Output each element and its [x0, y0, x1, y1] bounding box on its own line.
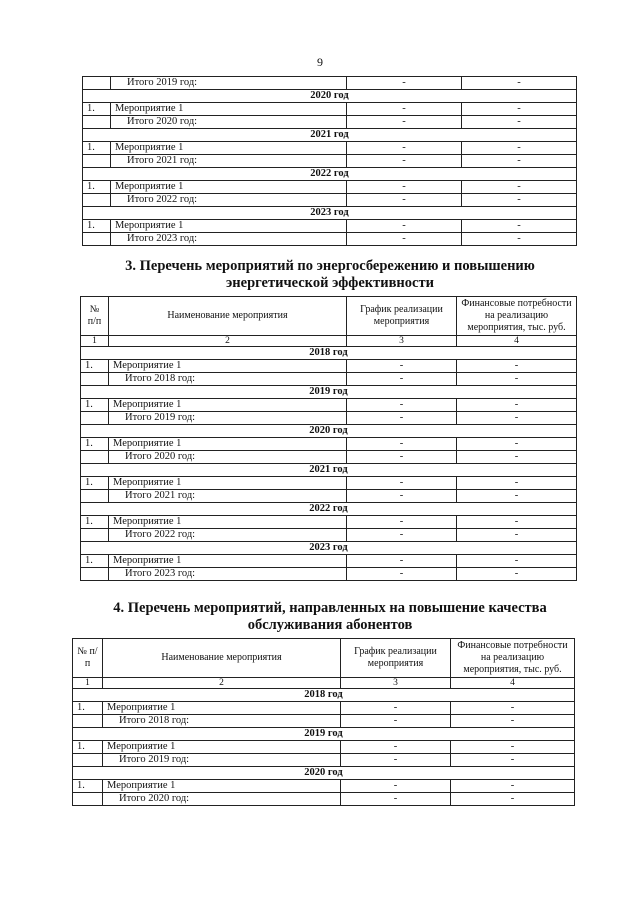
col-number: 1	[81, 336, 109, 347]
total-row	[73, 754, 575, 767]
finance-cell: -	[462, 155, 577, 168]
schedule-cell: -	[347, 360, 457, 373]
table-row	[81, 360, 577, 373]
section-4-table	[72, 638, 575, 806]
finance-cell: -	[457, 477, 577, 490]
finance-cell: -	[451, 754, 575, 767]
schedule-cell: -	[341, 741, 451, 754]
year-header: 2018 год	[73, 689, 575, 702]
year-header: 2019 год	[81, 386, 577, 399]
col-header-finance: Финансовые потребности на реализацию мероприятия, тыс. руб.	[457, 297, 577, 336]
year-group	[73, 689, 575, 728]
schedule-cell: -	[347, 181, 462, 194]
schedule-cell: -	[347, 142, 462, 155]
year-group	[81, 425, 577, 464]
schedule-cell: -	[347, 373, 457, 386]
col-number: 3	[347, 336, 457, 347]
total-row	[83, 233, 577, 246]
section-3-heading	[60, 258, 600, 292]
finance-cell: -	[462, 181, 577, 194]
table-row	[81, 555, 577, 568]
schedule-cell: -	[347, 399, 457, 412]
schedule-cell: -	[347, 194, 462, 207]
column-number-row	[73, 678, 575, 689]
total-label: Итого 2022 год:	[109, 529, 347, 542]
col-header-number: № п/п	[73, 639, 103, 678]
total-row	[83, 116, 577, 129]
schedule-cell: -	[341, 715, 451, 728]
col-header-schedule: График реализации мероприятия	[347, 297, 457, 336]
schedule-cell: -	[341, 793, 451, 806]
year-header: 2019 год	[73, 728, 575, 741]
year-group	[83, 207, 577, 246]
col-header-finance: Финансовые потребности на реализацию мероприятия, тыс. руб.	[451, 639, 575, 678]
year-group	[81, 542, 577, 581]
schedule-cell: -	[347, 77, 462, 90]
year-header: 2018 год	[81, 347, 577, 360]
schedule-cell: -	[341, 780, 451, 793]
total-label: Итого 2023 год:	[109, 568, 347, 581]
finance-cell: -	[462, 103, 577, 116]
item-name: Мероприятие 1	[111, 220, 347, 233]
row-number: 1.	[73, 741, 103, 754]
year-group	[83, 90, 577, 129]
schedule-cell: -	[347, 103, 462, 116]
table-row	[81, 516, 577, 529]
finance-cell: -	[462, 77, 577, 90]
year-group	[73, 728, 575, 767]
finance-cell: -	[451, 793, 575, 806]
total-row	[81, 529, 577, 542]
finance-cell: -	[457, 555, 577, 568]
finance-cell: -	[457, 568, 577, 581]
total-label: Итого 2019 год:	[103, 754, 341, 767]
schedule-cell: -	[347, 477, 457, 490]
col-number: 4	[457, 336, 577, 347]
col-header-number: № п/п	[81, 297, 109, 336]
row-number: 1.	[81, 438, 109, 451]
total-row	[83, 155, 577, 168]
total-row	[81, 490, 577, 503]
top-table	[82, 76, 577, 246]
finance-cell: -	[451, 702, 575, 715]
finance-cell: -	[462, 142, 577, 155]
col-header-name: Наименование мероприятия	[103, 639, 341, 678]
table-row	[73, 780, 575, 793]
row-number: 1.	[81, 360, 109, 373]
year-group	[81, 464, 577, 503]
finance-cell: -	[451, 780, 575, 793]
item-name: Мероприятие 1	[111, 181, 347, 194]
col-number: 3	[341, 678, 451, 689]
row-number: 1.	[83, 142, 111, 155]
col-number: 4	[451, 678, 575, 689]
total-label: Итого 2022 год:	[111, 194, 347, 207]
year-header: 2023 год	[81, 542, 577, 555]
schedule-cell: -	[347, 451, 457, 464]
total-label: Итого 2018 год:	[103, 715, 341, 728]
year-group	[81, 386, 577, 425]
year-header: 2020 год	[73, 767, 575, 780]
total-label: Итого 2020 год:	[103, 793, 341, 806]
table-row	[81, 438, 577, 451]
finance-cell: -	[457, 451, 577, 464]
total-label: Итого 2021 год:	[109, 490, 347, 503]
item-name: Мероприятие 1	[103, 741, 341, 754]
year-group	[83, 129, 577, 168]
item-name: Мероприятие 1	[103, 702, 341, 715]
year-header: 2023 год	[83, 207, 577, 220]
item-name: Мероприятие 1	[111, 142, 347, 155]
col-number: 2	[109, 336, 347, 347]
total-row	[81, 373, 577, 386]
row-number: 1.	[83, 181, 111, 194]
table-row	[73, 741, 575, 754]
schedule-cell: -	[347, 155, 462, 168]
item-name: Мероприятие 1	[111, 103, 347, 116]
item-name: Мероприятие 1	[109, 477, 347, 490]
col-header-name: Наименование мероприятия	[109, 297, 347, 336]
year-group	[81, 503, 577, 542]
header-row	[73, 639, 575, 678]
item-name: Мероприятие 1	[103, 780, 341, 793]
schedule-cell: -	[347, 568, 457, 581]
finance-cell: -	[457, 360, 577, 373]
heading-line: обслуживания абонентов	[247, 617, 413, 633]
total-row	[83, 194, 577, 207]
year-group	[83, 168, 577, 207]
total-row	[73, 793, 575, 806]
row-number: 1.	[81, 477, 109, 490]
total-label: Итого 2018 год:	[109, 373, 347, 386]
table-row	[83, 220, 577, 233]
finance-cell: -	[451, 741, 575, 754]
item-name: Мероприятие 1	[109, 516, 347, 529]
schedule-cell: -	[347, 438, 457, 451]
total-label: Итого 2023 год:	[111, 233, 347, 246]
header-row	[81, 297, 577, 336]
year-header: 2021 год	[81, 464, 577, 477]
schedule-cell: -	[347, 220, 462, 233]
total-label: Итого 2021 год:	[111, 155, 347, 168]
total-label: Итого 2019 год:	[109, 412, 347, 425]
finance-cell: -	[462, 194, 577, 207]
year-header: 2022 год	[83, 168, 577, 181]
schedule-cell: -	[341, 702, 451, 715]
table-row	[73, 702, 575, 715]
schedule-cell: -	[347, 116, 462, 129]
schedule-cell: -	[347, 412, 457, 425]
schedule-cell: -	[347, 490, 457, 503]
total-row	[81, 451, 577, 464]
finance-cell: -	[457, 412, 577, 425]
total-label: Итого 2019 год:	[111, 77, 347, 90]
schedule-cell: -	[347, 555, 457, 568]
year-header: 2020 год	[83, 90, 577, 103]
total-row	[73, 715, 575, 728]
finance-cell: -	[462, 116, 577, 129]
total-row	[83, 77, 577, 90]
table-row	[81, 399, 577, 412]
row-number: 1.	[83, 220, 111, 233]
heading-line: энергетической эффективности	[226, 275, 434, 291]
table-row	[81, 477, 577, 490]
finance-cell: -	[457, 516, 577, 529]
col-number: 2	[103, 678, 341, 689]
year-header: 2022 год	[81, 503, 577, 516]
schedule-cell: -	[347, 516, 457, 529]
table-row	[83, 142, 577, 155]
item-name: Мероприятие 1	[109, 555, 347, 568]
table-row	[83, 103, 577, 116]
year-header: 2021 год	[83, 129, 577, 142]
total-row	[81, 568, 577, 581]
heading-line: 4. Перечень мероприятий, направленных на повышение качества	[113, 600, 547, 616]
row-number: 1.	[81, 555, 109, 568]
item-name: Мероприятие 1	[109, 360, 347, 373]
item-name: Мероприятие 1	[109, 399, 347, 412]
section-4-heading	[60, 600, 600, 634]
row-number: 1.	[73, 702, 103, 715]
row-number: 1.	[81, 399, 109, 412]
finance-cell: -	[457, 490, 577, 503]
year-header: 2020 год	[81, 425, 577, 438]
col-number: 1	[73, 678, 103, 689]
finance-cell: -	[457, 438, 577, 451]
row-number: 1.	[83, 103, 111, 116]
row-number: 1.	[81, 516, 109, 529]
page-number: 9	[317, 55, 323, 69]
year-group	[81, 347, 577, 386]
col-header-schedule: График реализации мероприятия	[341, 639, 451, 678]
schedule-cell: -	[347, 233, 462, 246]
schedule-cell: -	[347, 529, 457, 542]
finance-cell: -	[457, 529, 577, 542]
schedule-cell: -	[341, 754, 451, 767]
item-name: Мероприятие 1	[109, 438, 347, 451]
section-3-table	[80, 296, 577, 581]
year-group	[73, 767, 575, 806]
finance-cell: -	[462, 233, 577, 246]
total-label: Итого 2020 год:	[111, 116, 347, 129]
total-label: Итого 2020 год:	[109, 451, 347, 464]
row-number: 1.	[73, 780, 103, 793]
heading-line: 3. Перечень мероприятий по энергосбережению и повышению	[125, 258, 535, 274]
finance-cell: -	[462, 220, 577, 233]
finance-cell: -	[457, 373, 577, 386]
finance-cell: -	[457, 399, 577, 412]
column-number-row	[81, 336, 577, 347]
table-row	[83, 181, 577, 194]
total-row	[81, 412, 577, 425]
finance-cell: -	[451, 715, 575, 728]
